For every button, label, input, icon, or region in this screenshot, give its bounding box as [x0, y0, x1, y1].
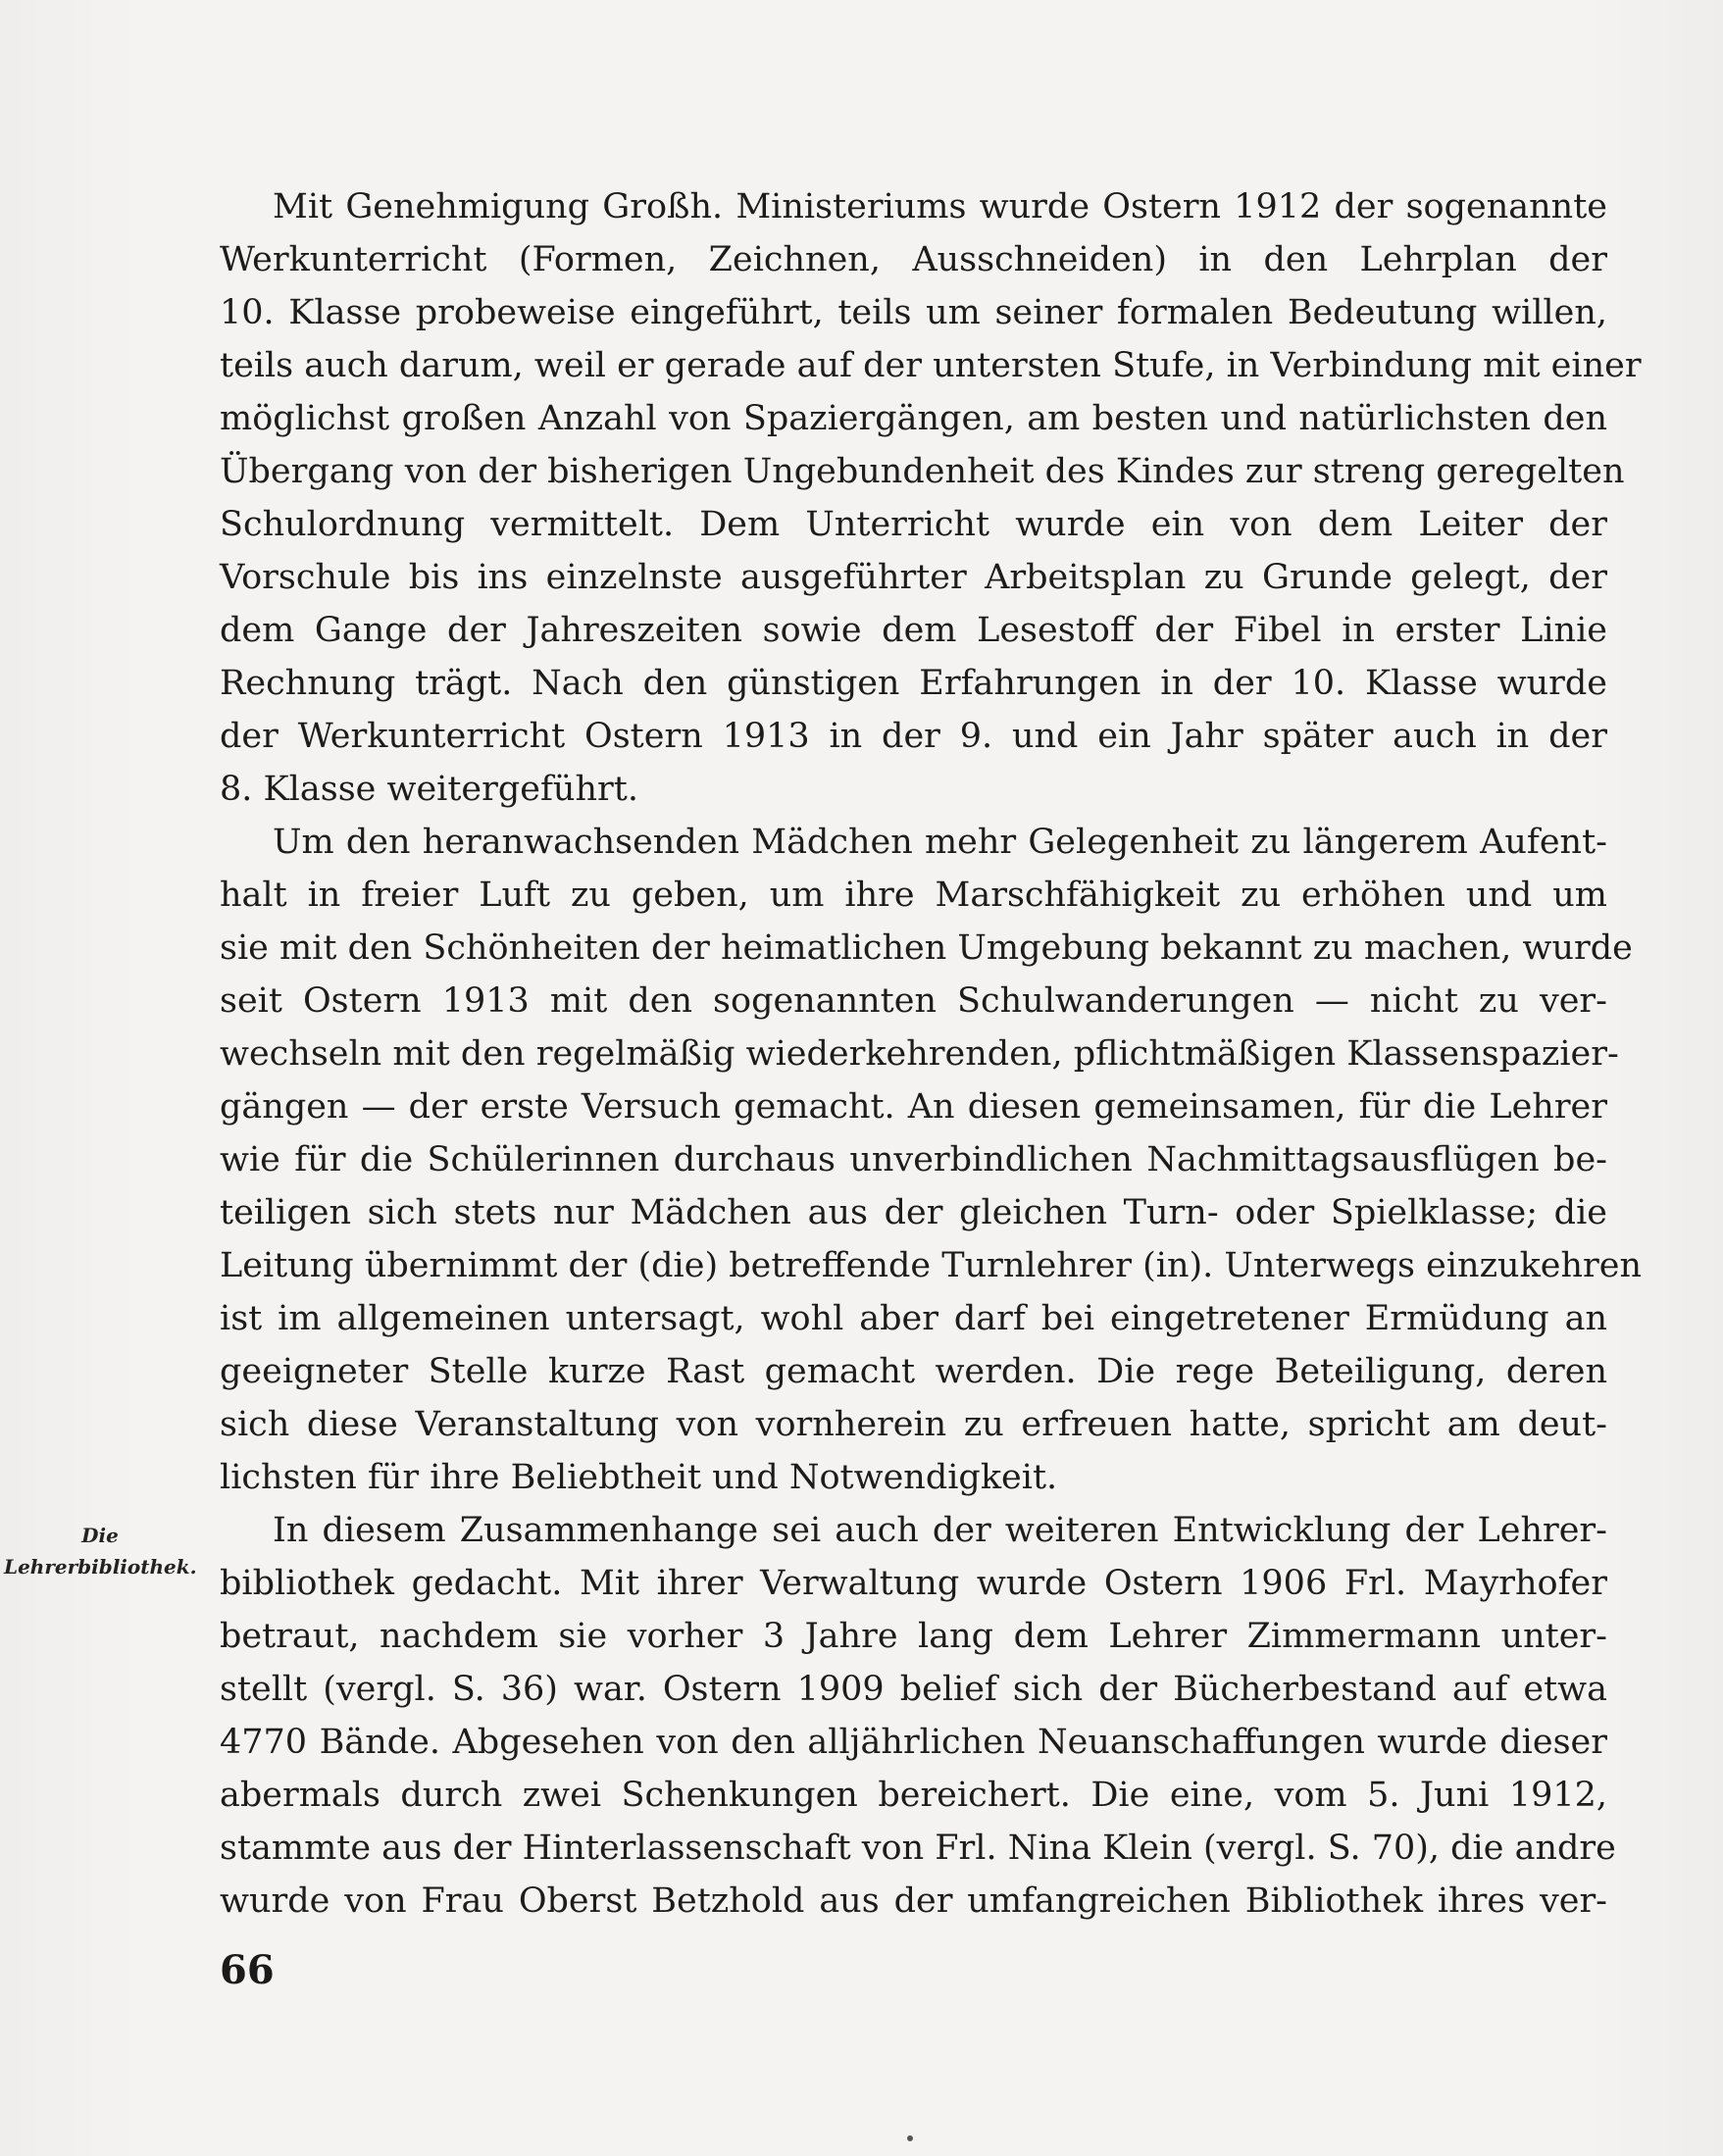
text-line: Werkunterricht (Formen, Zeichnen, Ausschneiden) in den Lehrplan der	[220, 240, 1607, 279]
text-line: teils auch darum, weil er gerade auf der untersten Stufe, in Verbindung mit einer	[220, 346, 1642, 385]
paper-speck	[907, 2135, 913, 2141]
margin-note-line: Lehrerbibliothek.	[4, 1555, 197, 1579]
text-line: teiligen sich stets nur Mädchen aus der gleichen Turn- oder Spielklasse; die	[220, 1193, 1607, 1232]
text-line: ist im allgemeinen untersagt, wohl aber darf bei eingetretener Ermüdung an	[220, 1299, 1607, 1338]
text-line: wechseln mit den regelmäßig wiederkehrenden, pflichtmäßigen Klassenspazier-	[220, 1034, 1619, 1074]
text-line: stammte aus der Hinterlassenschaft von Frl. Nina Klein (vergl. S. 70), die andre	[220, 1829, 1616, 1868]
text-line: Mit Genehmigung Großh. Ministeriums wurde Ostern 1912 der sogenannte	[273, 187, 1607, 226]
text-line: Um den heranwachsenden Mädchen mehr Gelegenheit zu längerem Aufent-	[273, 823, 1607, 862]
body-text	[220, 180, 1643, 1928]
text-line: sich diese Veranstaltung von vornherein zu erfreuen hatte, spricht am deut-	[220, 1405, 1607, 1444]
text-line: gängen — der erste Versuch gemacht. An diesen gemeinsamen, für die Lehrer	[220, 1087, 1607, 1127]
text-line: seit Ostern 1913 mit den sogenannten Schulwanderungen — nicht zu ver-	[220, 981, 1607, 1021]
text-line: der Werkunterricht Ostern 1913 in der 9. und ein Jahr später auch in der	[220, 717, 1607, 756]
text-line: betraut, nachdem sie vorher 3 Jahre lang dem Lehrer Zimmermann unter-	[220, 1617, 1607, 1656]
text-line: dem Gange der Jahreszeiten sowie dem Lesestoff der Fibel in erster Linie	[220, 611, 1607, 650]
text-line: Vorschule bis ins einzelnste ausgeführter Arbeitsplan zu Grunde gelegt, der	[220, 558, 1607, 597]
paragraph-werkunterricht	[220, 180, 1642, 816]
text-line: 4770 Bände. Abgesehen von den alljährlichen Neuanschaffungen wurde dieser	[220, 1723, 1607, 1762]
text-line: bibliothek gedacht. Mit ihrer Verwaltung wurde Ostern 1906 Frl. Mayrhofer	[220, 1564, 1607, 1603]
text-line: 10. Klasse probeweise eingeführt, teils um seiner formalen Bedeutung willen,	[220, 293, 1607, 332]
text-line: Schulordnung vermittelt. Dem Unterricht wurde ein von dem Leiter der	[220, 505, 1607, 544]
text-line: Rechnung trägt. Nach den günstigen Erfahrungen in der 10. Klasse wurde	[220, 664, 1607, 703]
text-line: geeigneter Stelle kurze Rast gemacht werden. Die rege Beteiligung, deren	[220, 1352, 1607, 1391]
margin-note	[4, 1520, 196, 1582]
text-line: Leitung übernimmt der (die) betreffende Turnlehrer (in). Unterwegs einzukehren	[220, 1246, 1643, 1285]
text-line: wie für die Schülerinnen durchaus unverbindlichen Nachmittagsausflügen be-	[220, 1140, 1607, 1179]
text-line: wurde von Frau Oberst Betzhold aus der umfangreichen Bibliothek ihres ver-	[220, 1881, 1607, 1921]
page-number: 66	[220, 1947, 275, 1993]
text-line: abermals durch zwei Schenkungen bereichert. Die eine, vom 5. Juni 1912,	[220, 1776, 1607, 1815]
text-line: stellt (vergl. S. 36) war. Ostern 1909 belief sich der Bücherbestand auf etwa	[220, 1670, 1607, 1709]
margin-note-line: Die	[81, 1524, 119, 1547]
paragraph-schulwanderungen	[220, 816, 1643, 1504]
text-line: 8. Klasse weitergeführt.	[220, 770, 638, 809]
text-line: lichsten für ihre Beliebtheit und Notwendigkeit.	[220, 1458, 1058, 1497]
text-line: In diesem Zusammenhange sei auch der weiteren Entwicklung der Lehrer-	[273, 1511, 1607, 1550]
paragraph-lehrerbibliothek	[220, 1504, 1616, 1928]
text-line: Übergang von der bisherigen Ungebundenheit des Kindes zur streng geregelten	[220, 452, 1625, 491]
text-line: möglichst großen Anzahl von Spaziergängen, am besten und natürlichsten den	[220, 399, 1607, 438]
text-line: halt in freier Luft zu geben, um ihre Marschfähigkeit zu erhöhen und um	[220, 876, 1607, 915]
text-line: sie mit den Schönheiten der heimatlichen Umgebung bekannt zu machen, wurde	[220, 928, 1633, 968]
